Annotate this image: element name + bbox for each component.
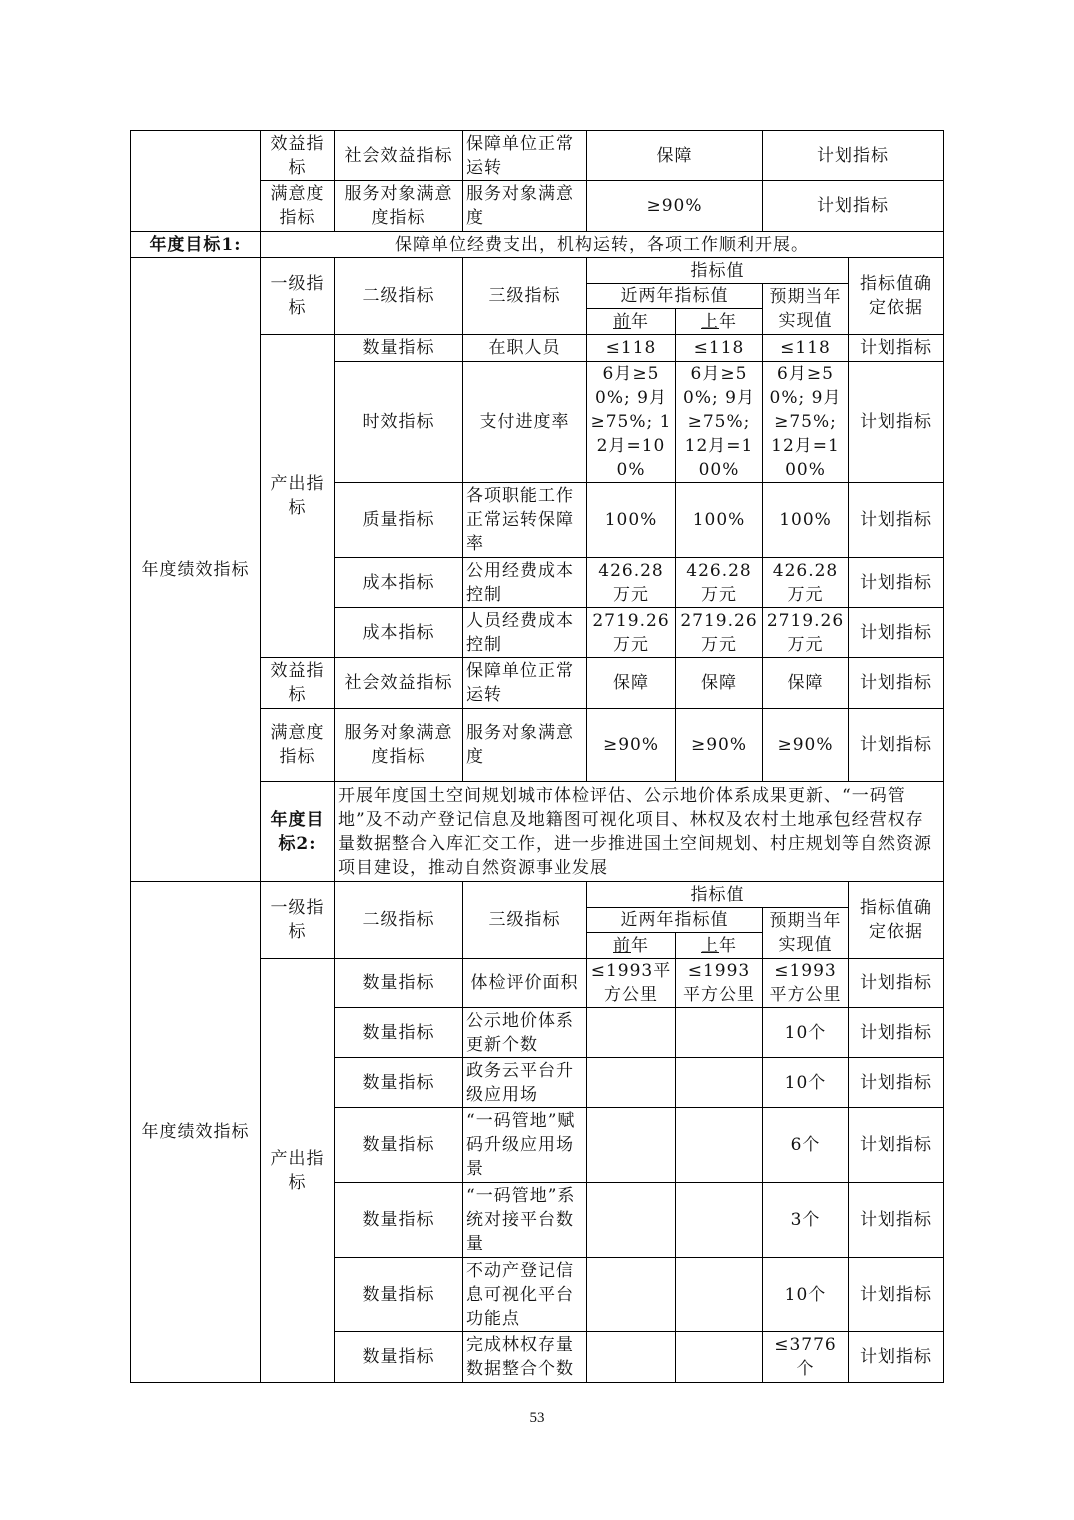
top-continuation-table bbox=[130, 130, 944, 232]
prev-year-header bbox=[587, 933, 676, 959]
prev-value: 426.28万元 bbox=[587, 558, 676, 608]
level2-header: 二级指标 bbox=[335, 258, 463, 335]
basis-header: 指标值确定依据 bbox=[849, 258, 944, 335]
last-value: ≤1993平方公里 bbox=[676, 959, 763, 1008]
level3-cell: 保障单位正常运转 bbox=[463, 131, 587, 181]
basis-cell: 计划指标 bbox=[849, 558, 944, 608]
prev-value: 100% bbox=[587, 483, 676, 558]
prev-value: ≥90% bbox=[587, 709, 676, 782]
expected-value: ≤1993平方公里 bbox=[763, 959, 849, 1008]
goal2-label: 年度目标2: bbox=[261, 782, 335, 882]
basis-cell: 计划指标 bbox=[849, 709, 944, 782]
expected-value: 100% bbox=[763, 483, 849, 558]
level2-cell: 服务对象满意度指标 bbox=[335, 709, 463, 782]
last-value: ≤118 bbox=[676, 335, 763, 362]
level3-header: 三级指标 bbox=[463, 882, 587, 959]
level2-cell: 数量指标 bbox=[335, 1258, 463, 1332]
last-year-header bbox=[676, 309, 763, 335]
basis-cell: 计划指标 bbox=[763, 181, 944, 232]
level2-cell: 成本指标 bbox=[335, 608, 463, 658]
level3-cell: 体检评价面积 bbox=[463, 959, 587, 1008]
level1-header: 一级指标 bbox=[261, 258, 335, 335]
expected-value: 10个 bbox=[763, 1258, 849, 1332]
recent-two-years-header: 近两年指标值 bbox=[587, 284, 763, 309]
level3-cell: 支付进度率 bbox=[463, 362, 587, 483]
prev-year-header bbox=[587, 309, 676, 335]
level3-cell: 完成林权存量数据整合个数 bbox=[463, 1332, 587, 1383]
basis-cell: 计划指标 bbox=[849, 1008, 944, 1058]
expected-value: 10个 bbox=[763, 1058, 849, 1108]
expected-value: 426.28万元 bbox=[763, 558, 849, 608]
level2-cell: 时效指标 bbox=[335, 362, 463, 483]
basis-header: 指标值确定依据 bbox=[849, 882, 944, 959]
basis-cell: 计划指标 bbox=[849, 959, 944, 1008]
level2-cell: 数量指标 bbox=[335, 1058, 463, 1108]
last-value: 6月≥50%; 9月≥75%; 12月=100% bbox=[676, 362, 763, 483]
basis-cell: 计划指标 bbox=[849, 608, 944, 658]
level3-cell: 各项职能工作正常运转保障率 bbox=[463, 483, 587, 558]
expected-header: 预期当年实现值 bbox=[763, 284, 849, 335]
blank-cell bbox=[131, 131, 261, 232]
basis-cell: 计划指标 bbox=[849, 1258, 944, 1332]
expected-value: 6个 bbox=[763, 1108, 849, 1183]
level3-cell: 保障单位正常运转 bbox=[463, 658, 587, 709]
prev-value: 保障 bbox=[587, 658, 676, 709]
basis-cell: 计划指标 bbox=[763, 131, 944, 181]
last-year-underlined: 上 bbox=[701, 935, 719, 956]
basis-cell: 计划指标 bbox=[849, 1332, 944, 1383]
goal2-text: 开展年度国土空间规划城市体检评估、公示地价体系成果更新、“一码管地”及不动产登记信息及地籍图可视化项目、林权及农村土地承包经营权存量数据整合入库汇交工作，进一步推进国土空间规划、村庄规划等自然资源项目建设，推动自然资源事业发展 bbox=[335, 782, 944, 882]
last-year-suffix: 年 bbox=[719, 935, 737, 956]
prev-value bbox=[587, 1058, 676, 1108]
prev-value: ≤118 bbox=[587, 335, 676, 362]
section2-label: 年度绩效指标 bbox=[131, 882, 261, 1383]
last-value: ≥90% bbox=[676, 709, 763, 782]
prev-value bbox=[587, 1008, 676, 1058]
level2-cell: 社会效益指标 bbox=[335, 658, 463, 709]
level1-header: 一级指标 bbox=[261, 882, 335, 959]
level3-header: 三级指标 bbox=[463, 258, 587, 335]
level1-cell: 满意度指标 bbox=[261, 709, 335, 782]
level3-cell: 公示地价体系更新个数 bbox=[463, 1008, 587, 1058]
level2-cell: 服务对象满意度指标 bbox=[335, 181, 463, 232]
level2-cell: 数量指标 bbox=[335, 1183, 463, 1258]
level1-cell: 效益指标 bbox=[261, 131, 335, 181]
last-value bbox=[676, 1008, 763, 1058]
recent-two-years-header: 近两年指标值 bbox=[587, 908, 763, 933]
expected-value: ≤3776个 bbox=[763, 1332, 849, 1383]
last-value: 保障 bbox=[676, 658, 763, 709]
prev-value bbox=[587, 1332, 676, 1383]
basis-cell: 计划指标 bbox=[849, 1183, 944, 1258]
level2-cell: 数量指标 bbox=[335, 1332, 463, 1383]
prev-value: 2719.26万元 bbox=[587, 608, 676, 658]
prev-value bbox=[587, 1183, 676, 1258]
expected-header: 预期当年实现值 bbox=[763, 908, 849, 959]
prev-value bbox=[587, 1258, 676, 1332]
last-value bbox=[676, 1058, 763, 1108]
expected-value: 10个 bbox=[763, 1008, 849, 1058]
value-cell: ≥90% bbox=[587, 181, 763, 232]
indicator-value-header: 指标值 bbox=[587, 258, 849, 284]
last-year-suffix: 年 bbox=[719, 311, 737, 332]
basis-cell: 计划指标 bbox=[849, 335, 944, 362]
last-value: 100% bbox=[676, 483, 763, 558]
prev-value: 6月≥50%; 9月≥75%; 12月=100% bbox=[587, 362, 676, 483]
output-label: 产出指标 bbox=[261, 959, 335, 1383]
last-value: 2719.26万元 bbox=[676, 608, 763, 658]
basis-cell: 计划指标 bbox=[849, 483, 944, 558]
level2-header: 二级指标 bbox=[335, 882, 463, 959]
expected-value: ≤118 bbox=[763, 335, 849, 362]
expected-value: ≥90% bbox=[763, 709, 849, 782]
prev-year-underlined: 前 bbox=[613, 311, 631, 332]
goal1-label: 年度目标1: bbox=[131, 232, 261, 258]
last-value bbox=[676, 1332, 763, 1383]
table-row bbox=[131, 131, 944, 181]
level2-cell: 数量指标 bbox=[335, 1008, 463, 1058]
last-value bbox=[676, 1183, 763, 1258]
level3-cell: 人员经费成本控制 bbox=[463, 608, 587, 658]
level2-cell: 数量指标 bbox=[335, 335, 463, 362]
level2-cell: 社会效益指标 bbox=[335, 131, 463, 181]
level3-cell: 政务云平台升级应用场 bbox=[463, 1058, 587, 1108]
last-value: 426.28万元 bbox=[676, 558, 763, 608]
value-cell: 保障 bbox=[587, 131, 763, 181]
basis-cell: 计划指标 bbox=[849, 1108, 944, 1183]
last-year-underlined: 上 bbox=[701, 311, 719, 332]
level3-cell: 公用经费成本控制 bbox=[463, 558, 587, 608]
section1-label: 年度绩效指标 bbox=[131, 258, 261, 882]
last-value bbox=[676, 1108, 763, 1183]
level3-cell: 不动产登记信息可视化平台功能点 bbox=[463, 1258, 587, 1332]
level1-cell: 效益指标 bbox=[261, 658, 335, 709]
level3-cell: 服务对象满意度 bbox=[463, 709, 587, 782]
expected-value: 3个 bbox=[763, 1183, 849, 1258]
header-row bbox=[131, 258, 944, 284]
level2-cell: 数量指标 bbox=[335, 959, 463, 1008]
level2-cell: 成本指标 bbox=[335, 558, 463, 608]
goal1-row bbox=[131, 232, 944, 258]
page-number: 53 bbox=[529, 1410, 545, 1426]
output-label: 产出指标 bbox=[261, 335, 335, 658]
header-row bbox=[131, 882, 944, 908]
basis-cell: 计划指标 bbox=[849, 658, 944, 709]
level3-cell: 服务对象满意度 bbox=[463, 181, 587, 232]
level2-cell: 质量指标 bbox=[335, 483, 463, 558]
indicator-value-header: 指标值 bbox=[587, 882, 849, 908]
last-value bbox=[676, 1258, 763, 1332]
expected-value: 2719.26万元 bbox=[763, 608, 849, 658]
prev-value bbox=[587, 1108, 676, 1183]
level3-cell: “一码管地”赋码升级应用场景 bbox=[463, 1108, 587, 1183]
prev-year-underlined: 前 bbox=[613, 935, 631, 956]
prev-year-suffix: 年 bbox=[631, 311, 649, 332]
basis-cell: 计划指标 bbox=[849, 1058, 944, 1108]
level2-cell: 数量指标 bbox=[335, 1108, 463, 1183]
basis-cell: 计划指标 bbox=[849, 362, 944, 483]
prev-year-suffix: 年 bbox=[631, 935, 649, 956]
level3-cell: “一码管地”系统对接平台数量 bbox=[463, 1183, 587, 1258]
performance-table bbox=[130, 231, 944, 1383]
level1-cell: 满意度指标 bbox=[261, 181, 335, 232]
prev-value: ≤1993平方公里 bbox=[587, 959, 676, 1008]
goal1-text: 保障单位经费支出，机构运转，各项工作顺利开展。 bbox=[261, 232, 944, 258]
level3-cell: 在职人员 bbox=[463, 335, 587, 362]
expected-value: 6月≥50%; 9月≥75%; 12月=100% bbox=[763, 362, 849, 483]
expected-value: 保障 bbox=[763, 658, 849, 709]
last-year-header bbox=[676, 933, 763, 959]
